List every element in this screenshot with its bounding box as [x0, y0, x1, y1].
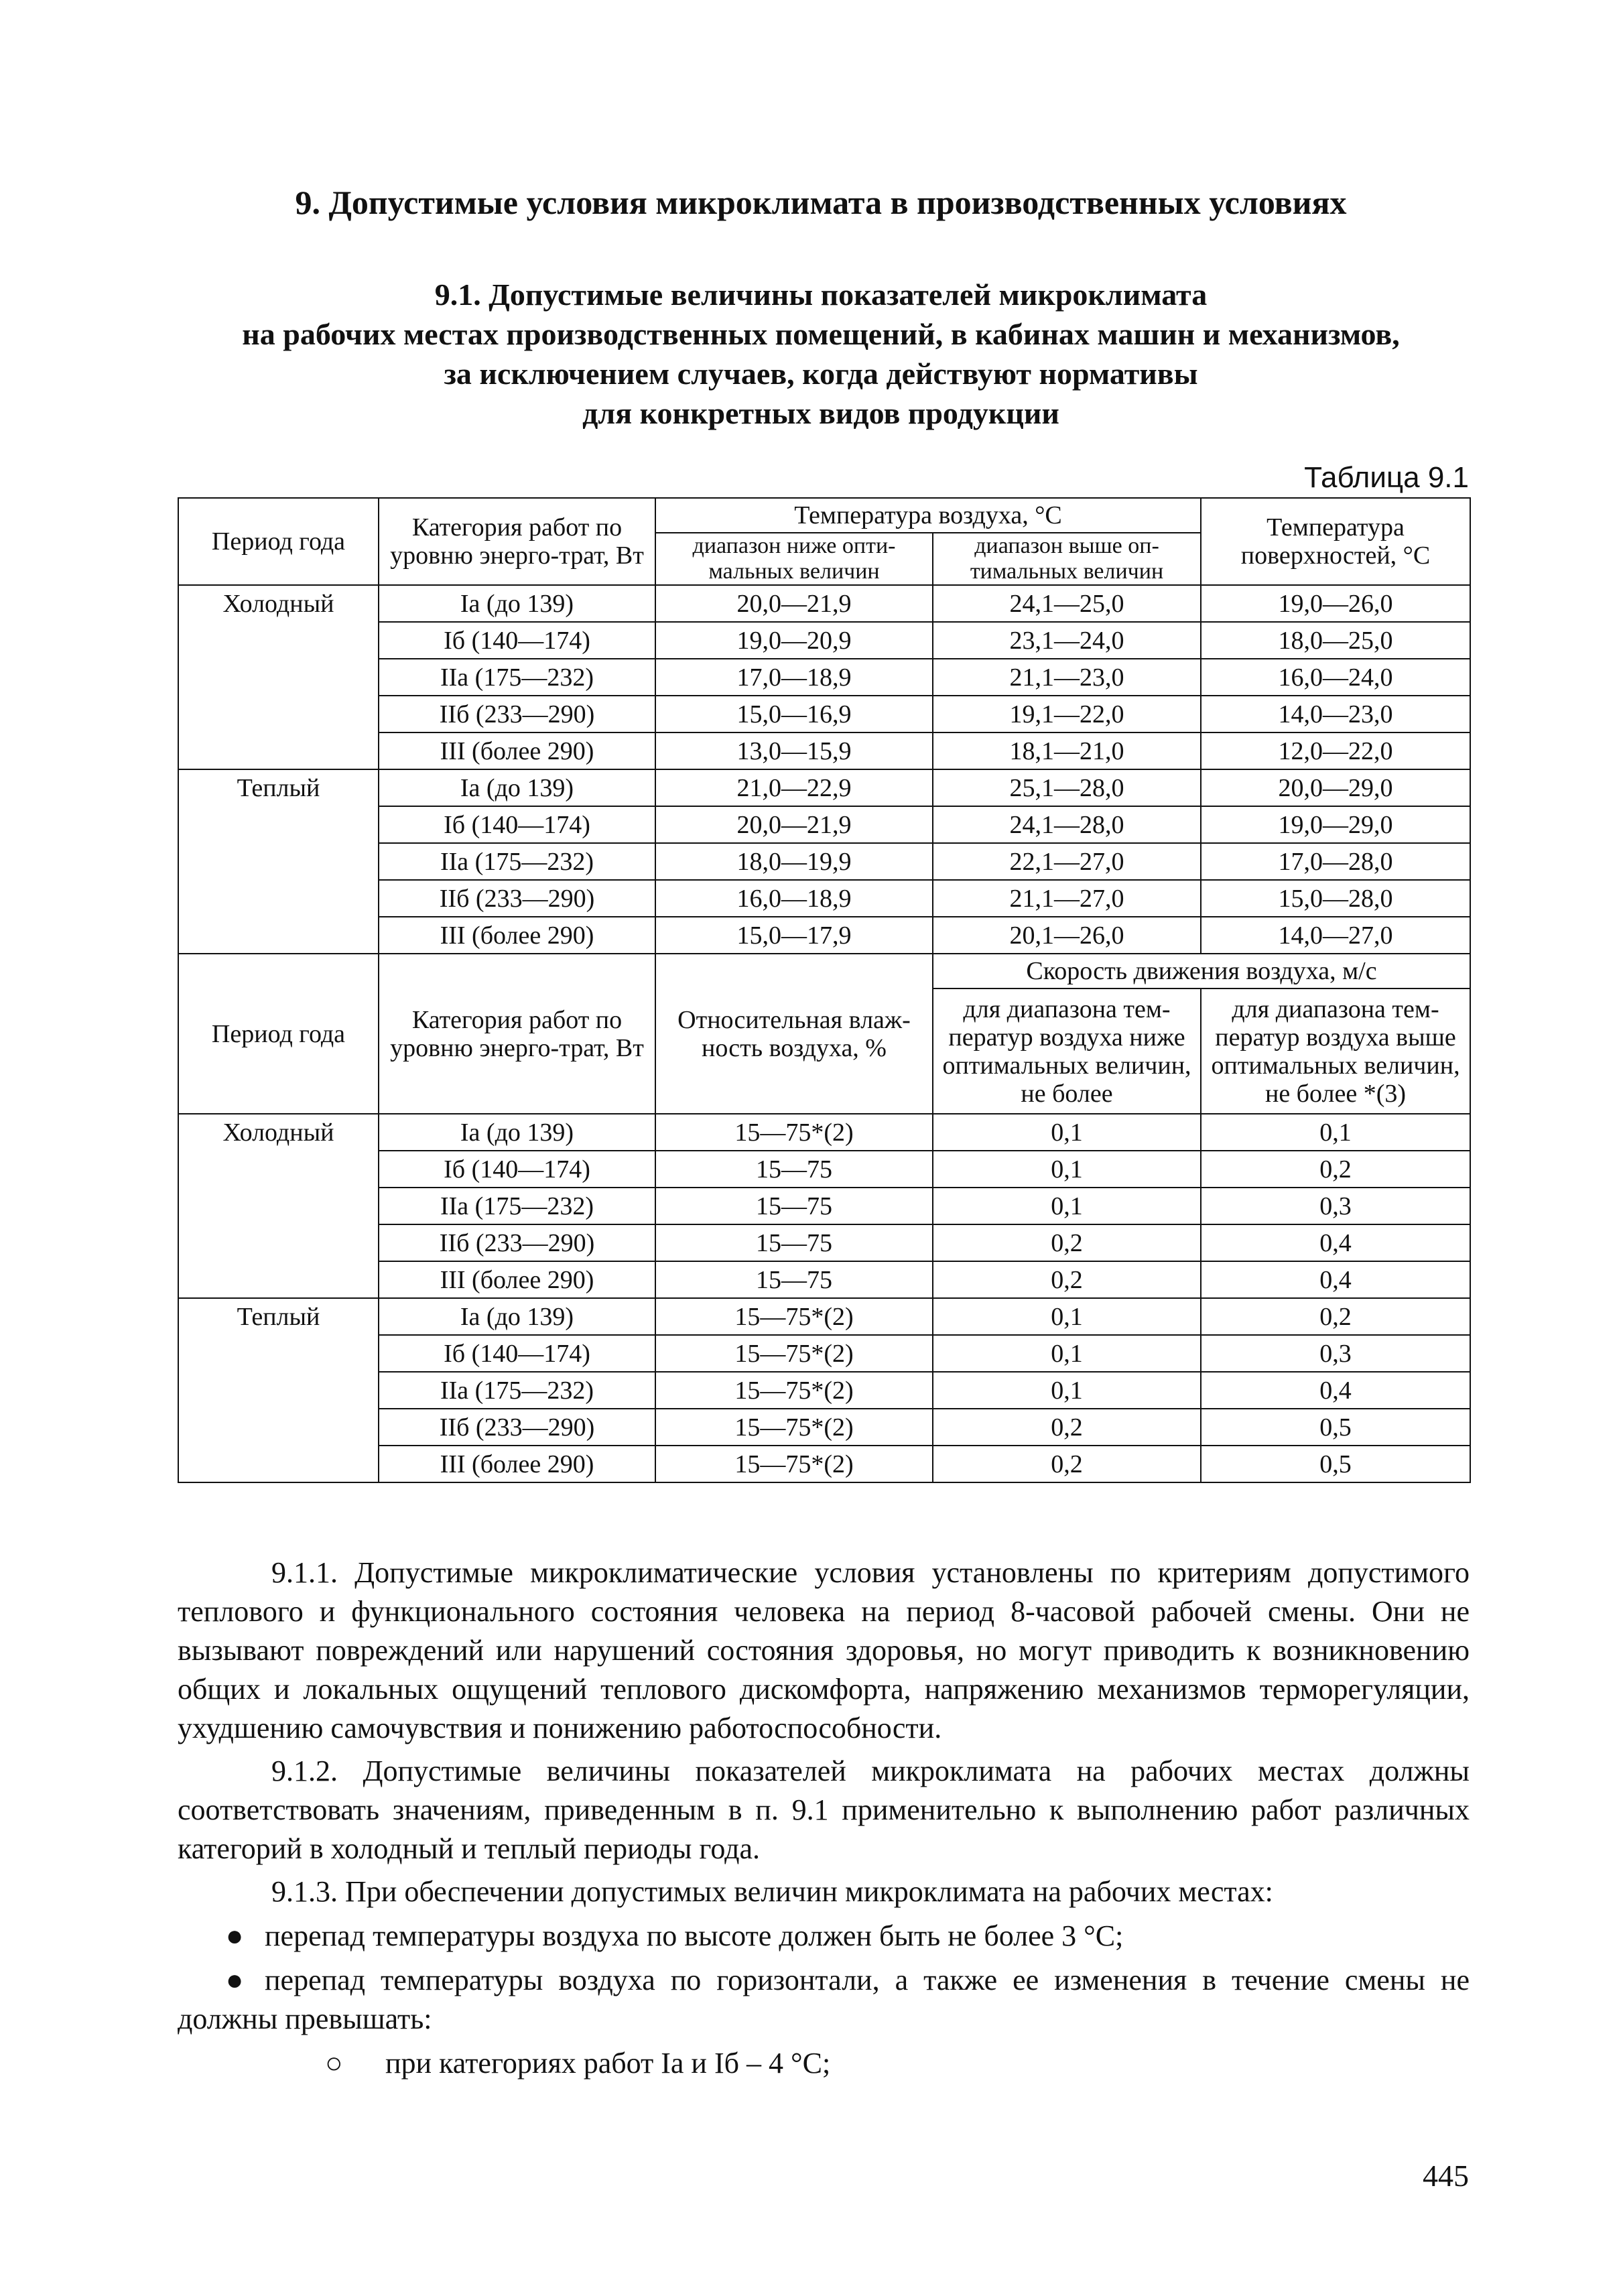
table-cell: Ia (до 139)	[379, 1114, 655, 1151]
header-speed-above: для диапазона тем-ператур воздуха выше оптимальных величин, не более *(3)	[1201, 988, 1470, 1114]
header-period: Период года	[178, 954, 379, 1114]
table-cell: 15—75*(2)	[655, 1446, 933, 1482]
header-category: Категория работ по уровню энерго-трат, Вт	[379, 498, 655, 585]
table-cell: 19,1—22,0	[933, 696, 1201, 732]
table-title-line: на рабочих местах производственных помещений, в кабинах машин и механизмов,	[242, 317, 1400, 351]
temperature-section	[178, 585, 1470, 954]
table-cell: 0,4	[1201, 1372, 1470, 1409]
table-cell: 17,0—18,9	[655, 659, 933, 696]
table-cell: III (более 290)	[379, 1261, 655, 1298]
table-cell: 12,0—22,0	[1201, 732, 1470, 769]
header-surface-temp: Температура поверхностей, °С	[1201, 498, 1470, 585]
table-cell: 25,1—28,0	[933, 769, 1201, 806]
table-cell: 24,1—25,0	[933, 585, 1201, 622]
table-cell: 15—75*(2)	[655, 1335, 933, 1372]
table-cell: 0,3	[1201, 1335, 1470, 1372]
bullet-item	[178, 1917, 1470, 1956]
table-cell: 0,1	[933, 1188, 1201, 1224]
table-cell: IIa (175—232)	[379, 843, 655, 880]
table-cell: Ia (до 139)	[379, 1298, 655, 1335]
table-cell: 16,0—24,0	[1201, 659, 1470, 696]
table-cell: 0,2	[933, 1409, 1201, 1446]
microclimate-table	[178, 497, 1471, 1483]
table-cell: Iб (140—174)	[379, 622, 655, 659]
table-cell: 20,0—21,9	[655, 585, 933, 622]
table-cell: IIб (233—290)	[379, 880, 655, 917]
period-cell: Холодный	[178, 1114, 379, 1298]
table-title-line: за исключением случаев, когда действуют нормативы	[444, 357, 1198, 391]
period-cell: Теплый	[178, 1298, 379, 1482]
table-cell: III (более 290)	[379, 917, 655, 954]
table-cell: 19,0—29,0	[1201, 806, 1470, 843]
table-cell: 0,1	[1201, 1114, 1470, 1151]
header-above-optimal: диапазон выше оп-тимальных величин	[933, 533, 1201, 585]
table-cell: 0,5	[1201, 1409, 1470, 1446]
table-cell: 15,0—16,9	[655, 696, 933, 732]
table-cell: 15—75	[655, 1261, 933, 1298]
table-cell: 0,2	[933, 1446, 1201, 1482]
table-cell: 18,0—25,0	[1201, 622, 1470, 659]
table-cell: 15—75*(2)	[655, 1298, 933, 1335]
table-cell: 20,0—29,0	[1201, 769, 1470, 806]
table-cell: 15—75*(2)	[655, 1409, 933, 1446]
body-text	[178, 1553, 1470, 2083]
sub-bullet-text: при категориях работ Ia и Iб – 4 °С;	[385, 2047, 831, 2080]
table-title-line: для конкретных видов продукции	[582, 396, 1059, 430]
bullet-icon: ●	[225, 1919, 244, 1952]
table-cell: III (более 290)	[379, 732, 655, 769]
table-cell: 21,0—22,9	[655, 769, 933, 806]
table-cell: 0,4	[1201, 1261, 1470, 1298]
bullet-text: перепад температуры воздуха по горизонтали, а также ее изменения в течение смены не должны превышать:	[178, 1964, 1470, 2035]
table-cell: Iб (140—174)	[379, 1335, 655, 1372]
table-row	[178, 769, 1470, 806]
table-cell: 0,2	[1201, 1151, 1470, 1188]
period-cell: Холодный	[178, 585, 379, 769]
table-cell: 14,0—23,0	[1201, 696, 1470, 732]
humidity-speed-section	[178, 1114, 1470, 1482]
table-cell: 16,0—18,9	[655, 880, 933, 917]
table-cell: 0,1	[933, 1335, 1201, 1372]
bullet-text: перепад температуры воздуха по высоте должен быть не более 3 °С;	[265, 1919, 1124, 1952]
paragraph-9-1-3: 9.1.3. При обеспечении допустимых величин микроклимата на рабочих местах:	[271, 1875, 1273, 1908]
table-cell: 22,1—27,0	[933, 843, 1201, 880]
table-cell: 17,0—28,0	[1201, 843, 1470, 880]
table-caption: Таблица 9.1	[1304, 461, 1469, 494]
table-cell: 0,2	[933, 1224, 1201, 1261]
table-cell: 0,4	[1201, 1224, 1470, 1261]
table-cell: 14,0—27,0	[1201, 917, 1470, 954]
table-cell: 15—75	[655, 1224, 933, 1261]
table-cell: 15—75*(2)	[655, 1372, 933, 1409]
table-cell: 20,0—21,9	[655, 806, 933, 843]
table-title-line: 9.1. Допустимые величины показателей микроклимата	[434, 277, 1208, 312]
table-cell: IIб (233—290)	[379, 1409, 655, 1446]
table-cell: 0,1	[933, 1372, 1201, 1409]
table-cell: Iб (140—174)	[379, 1151, 655, 1188]
table-cell: IIб (233—290)	[379, 696, 655, 732]
header-air-speed: Скорость движения воздуха, м/с	[933, 954, 1470, 988]
section-title: 9. Допустимые условия микроклимата в производственных условиях	[295, 184, 1347, 221]
table-cell: Ia (до 139)	[379, 585, 655, 622]
table-cell: 0,1	[933, 1114, 1201, 1151]
table-cell: 23,1—24,0	[933, 622, 1201, 659]
bullet-icon: ●	[225, 1964, 244, 1996]
table-cell: 15—75*(2)	[655, 1114, 933, 1151]
table-cell: 0,5	[1201, 1446, 1470, 1482]
table-cell: 0,1	[933, 1151, 1201, 1188]
table-cell: 15,0—28,0	[1201, 880, 1470, 917]
header-humidity: Относительная влаж-ность воздуха, %	[655, 954, 933, 1114]
table-cell: IIa (175—232)	[379, 1372, 655, 1409]
table-cell: 15—75	[655, 1188, 933, 1224]
table-cell: 13,0—15,9	[655, 732, 933, 769]
paragraph-9-1-2: 9.1.2. Допустимые величины показателей микроклимата на рабочих местах должны соответствовать значениям, приведенным в п. 9.1 применительно к выполнению работ различных категорий в холодный и теплый периоды года.	[178, 1755, 1470, 1865]
table-title	[174, 275, 1468, 433]
table-cell: 0,1	[933, 1298, 1201, 1335]
header-category: Категория работ по уровню энерго-трат, Вт	[379, 954, 655, 1114]
table-cell: 19,0—26,0	[1201, 585, 1470, 622]
table-cell: 0,2	[933, 1261, 1201, 1298]
table-cell: 18,1—21,0	[933, 732, 1201, 769]
table-cell: 0,3	[1201, 1188, 1470, 1224]
table-cell: 20,1—26,0	[933, 917, 1201, 954]
table-header-row	[178, 498, 1470, 533]
table-row	[178, 585, 1470, 622]
circle-bullet-icon: ○	[325, 2047, 343, 2080]
sub-bullet-item	[178, 2044, 1470, 2083]
table-cell: IIб (233—290)	[379, 1224, 655, 1261]
header-below-optimal: диапазон ниже опти-мальных величин	[655, 533, 933, 585]
table-cell: 21,1—27,0	[933, 880, 1201, 917]
paragraph-9-1-1: 9.1.1. Допустимые микроклиматические условия установлены по критериям допустимого теплового и функционального состояния человека на период 8-часовой рабочей смены. Они не вызывают повреждений или нарушений состояния здоровья, но могут приводить к возникновению общих и локальных ощущений теплового дискомфорта, напряжению механизмов терморегуляции, ухудшению самочувствия и понижению работоспособности.	[178, 1556, 1470, 1744]
table-cell: 19,0—20,9	[655, 622, 933, 659]
page-number: 445	[1423, 2159, 1469, 2193]
table-cell: Iб (140—174)	[379, 806, 655, 843]
table-cell: IIa (175—232)	[379, 1188, 655, 1224]
table-cell: 18,0—19,9	[655, 843, 933, 880]
table-row	[178, 1114, 1470, 1151]
table-cell: 15—75	[655, 1151, 933, 1188]
table-cell: 24,1—28,0	[933, 806, 1201, 843]
table-cell: III (более 290)	[379, 1446, 655, 1482]
header-air-temp: Температура воздуха, °С	[655, 498, 1201, 533]
table-row	[178, 1298, 1470, 1335]
table-cell: 15,0—17,9	[655, 917, 933, 954]
header-period: Период года	[178, 498, 379, 585]
bullet-item	[178, 1961, 1470, 2039]
header-speed-below: для диапазона тем-ператур воздуха ниже оптимальных величин, не более	[933, 988, 1201, 1114]
table-cell: IIa (175—232)	[379, 659, 655, 696]
table-cell: 0,2	[1201, 1298, 1470, 1335]
table-header-row	[178, 954, 1470, 988]
table-cell: Ia (до 139)	[379, 769, 655, 806]
table-cell: 21,1—23,0	[933, 659, 1201, 696]
period-cell: Теплый	[178, 769, 379, 954]
